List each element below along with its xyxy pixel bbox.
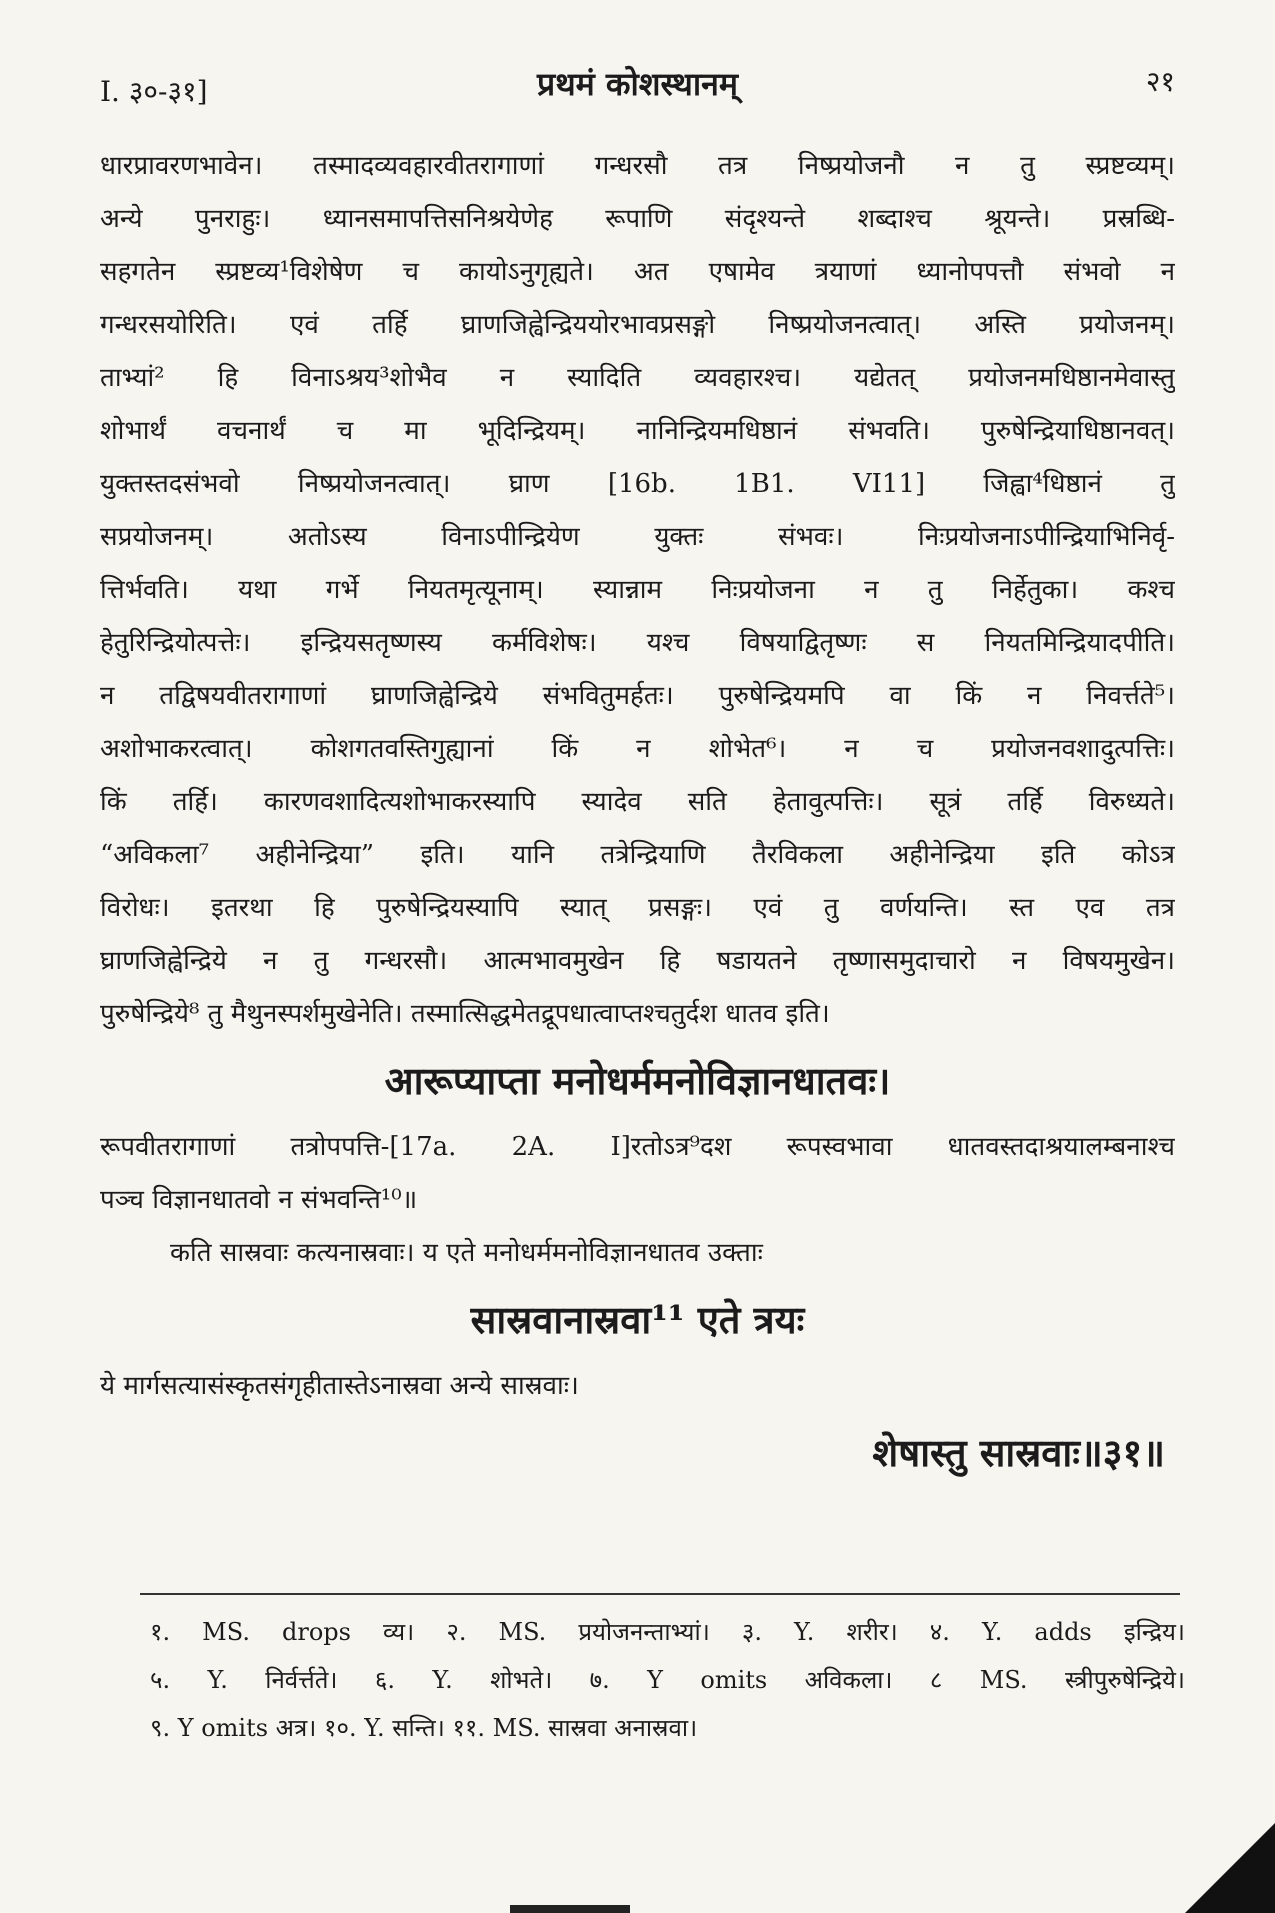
page-header bbox=[100, 62, 1175, 112]
running-title: प्रथमं कोशस्थानम् bbox=[537, 65, 738, 103]
text-line: ये मार्गसत्यासंस्कृतसंगृहीतास्तेऽनास्रवा अन्ये सास्रवाः। bbox=[100, 1371, 579, 1401]
scan-smudge bbox=[510, 1905, 630, 1913]
text-line: ताभ्यां² हि विनाऽश्रय³शोभैव न स्यादिति व्यवहारश्च। यद्येतत् प्रयोजनमधिष्ठानमेवास्तु bbox=[100, 363, 1175, 393]
footnote-line: १. MS. drops व्य। २. MS. प्रयोजनन्ताभ्यां। ३. Y. शरीर। ४. Y. adds इन्द्रिय। bbox=[150, 1618, 1185, 1646]
text-line: घ्राणजिह्वेन्द्रिये न तु गन्धरसौ। आत्मभावमुखेन हि षडायतने तृष्णासमुदाचारो न विषयमुखेन। bbox=[100, 946, 1175, 976]
text-line: रूपवीतरागाणां तत्रोपपत्ति-[17a. 2A. I]रतोऽत्र⁹दश रूपस्वभावा धातवस्तदाश्रयालम्बनाश्च bbox=[100, 1132, 1175, 1162]
text-line: युक्तस्तदसंभवो निष्प्रयोजनत्वात्। घ्राण [16b. 1B1. VI11] जिह्वा⁴धिष्ठानं तु bbox=[100, 469, 1175, 499]
section-reference: I. ३०-३१] bbox=[100, 75, 208, 108]
text-line: “अविकला⁷ अहीनेन्द्रिया” इति। यानि तत्रेन्द्रियाणि तैरविकला अहीनेन्द्रिया इति कोऽत्र bbox=[100, 840, 1175, 870]
main-text bbox=[100, 140, 1175, 1493]
verse-heading: आरूप्याप्ता मनोधर्ममनोविज्ञानधातवः। bbox=[384, 1058, 891, 1103]
text-line: अन्ये पुनराहुः। ध्यानसमापत्तिसनिश्रयेणेह रूपाणि संदृश्यन्ते शब्दाश्च श्रूयन्ते। प्रस्रब्धि- bbox=[100, 204, 1175, 234]
text-line: सप्रयोजनम्। अतोऽस्य विनाऽपीन्द्रियेण युक्तः संभवः। निःप्रयोजनाऽपीन्द्रियाभिनिर्वृ- bbox=[100, 522, 1175, 552]
text-line: विरोधः। इतरथा हि पुरुषेन्द्रियस्यापि स्यात् प्रसङ्गः। एवं तु वर्णयन्ति। स्त एव तत्र bbox=[100, 893, 1175, 923]
scan-corner-shadow bbox=[1185, 1823, 1275, 1913]
text-line: पुरुषेन्द्रिये⁸ तु मैथुनस्पर्शमुखेनेति। तस्मात्सिद्धमेतद्रूपधात्वाप्तश्चतुर्दश धातव इति। bbox=[100, 999, 830, 1029]
verse-heading: सास्रवानास्रवा¹¹ एते त्रयः bbox=[470, 1297, 805, 1342]
text-line: सहगतेन स्प्रष्टव्य¹विशेषेण च कायोऽनुगृह्यते। अत एषामेव त्रयाणां ध्यानोपपत्तौ संभवो न bbox=[100, 257, 1175, 287]
footnotes bbox=[150, 1608, 1185, 1752]
text-line: त्तिर्भवति। यथा गर्भे नियतमृत्यूनाम्। स्यान्नाम निःप्रयोजना न तु निर्हेतुका। कश्च bbox=[100, 575, 1175, 605]
footnote-divider bbox=[140, 1593, 1180, 1595]
footnote-line: ५. Y. निर्वर्त्तते। ६. Y. शोभते। ७. Y omits अविकला। ८ MS. स्त्रीपुरुषेन्द्रिये। bbox=[150, 1666, 1185, 1694]
text-line: किं तर्हि। कारणवशादित्यशोभाकरस्यापि स्यादेव सति हेतावुत्पत्तिः। सूत्रं तर्हि विरुध्यते। bbox=[100, 787, 1175, 817]
footnote-line: ९. Y omits अत्र। १०. Y. सन्ति। ११. MS. सास्रवा अनास्रवा। bbox=[150, 1714, 698, 1742]
text-line: पञ्च विज्ञानधातवो न संभवन्ति¹⁰॥ bbox=[100, 1185, 418, 1215]
text-line: गन्धरसयोरिति। एवं तर्हि घ्राणजिह्वेन्द्रिययोरभावप्रसङ्गो निष्प्रयोजनत्वात्। अस्ति प्रयोजनम्। bbox=[100, 310, 1175, 340]
text-line: शोभार्थं वचनार्थं च मा भूदिन्द्रियम्। नानिन्द्रियमधिष्ठानं संभवति। पुरुषेन्द्रियाधिष्ठानवत्। bbox=[100, 416, 1175, 446]
text-line: न तद्विषयवीतरागाणां घ्राणजिह्वेन्द्रिये संभवितुमर्हतः। पुरुषेन्द्रियमपि वा किं न निवर्त्तते⁵। bbox=[100, 681, 1175, 711]
page-number: २१ bbox=[1145, 65, 1175, 98]
verse-heading: शेषास्तु सास्रवाः॥३१॥ bbox=[872, 1430, 1165, 1475]
text-line: हेतुरिन्द्रियोत्पत्तेः। इन्द्रियसतृष्णस्य कर्मविशेषः। यश्च विषयाद्वितृष्णः स नियतमिन्द्रियादपीति। bbox=[100, 628, 1175, 658]
text-line: कति सास्रवाः कत्यनास्रवाः। य एते मनोधर्ममनोविज्ञानधातव उक्ताः bbox=[170, 1238, 763, 1268]
text-line: धारप्रावरणभावेन। तस्मादव्यवहारवीतरागाणां गन्धरसौ तत्र निष्प्रयोजनौ न तु स्प्रष्टव्यम्। bbox=[100, 151, 1175, 181]
text-line: अशोभाकरत्वात्। कोशगतवस्तिगुह्यानां किं न शोभेत⁶। न च प्रयोजनवशादुत्पत्तिः। bbox=[100, 734, 1175, 764]
